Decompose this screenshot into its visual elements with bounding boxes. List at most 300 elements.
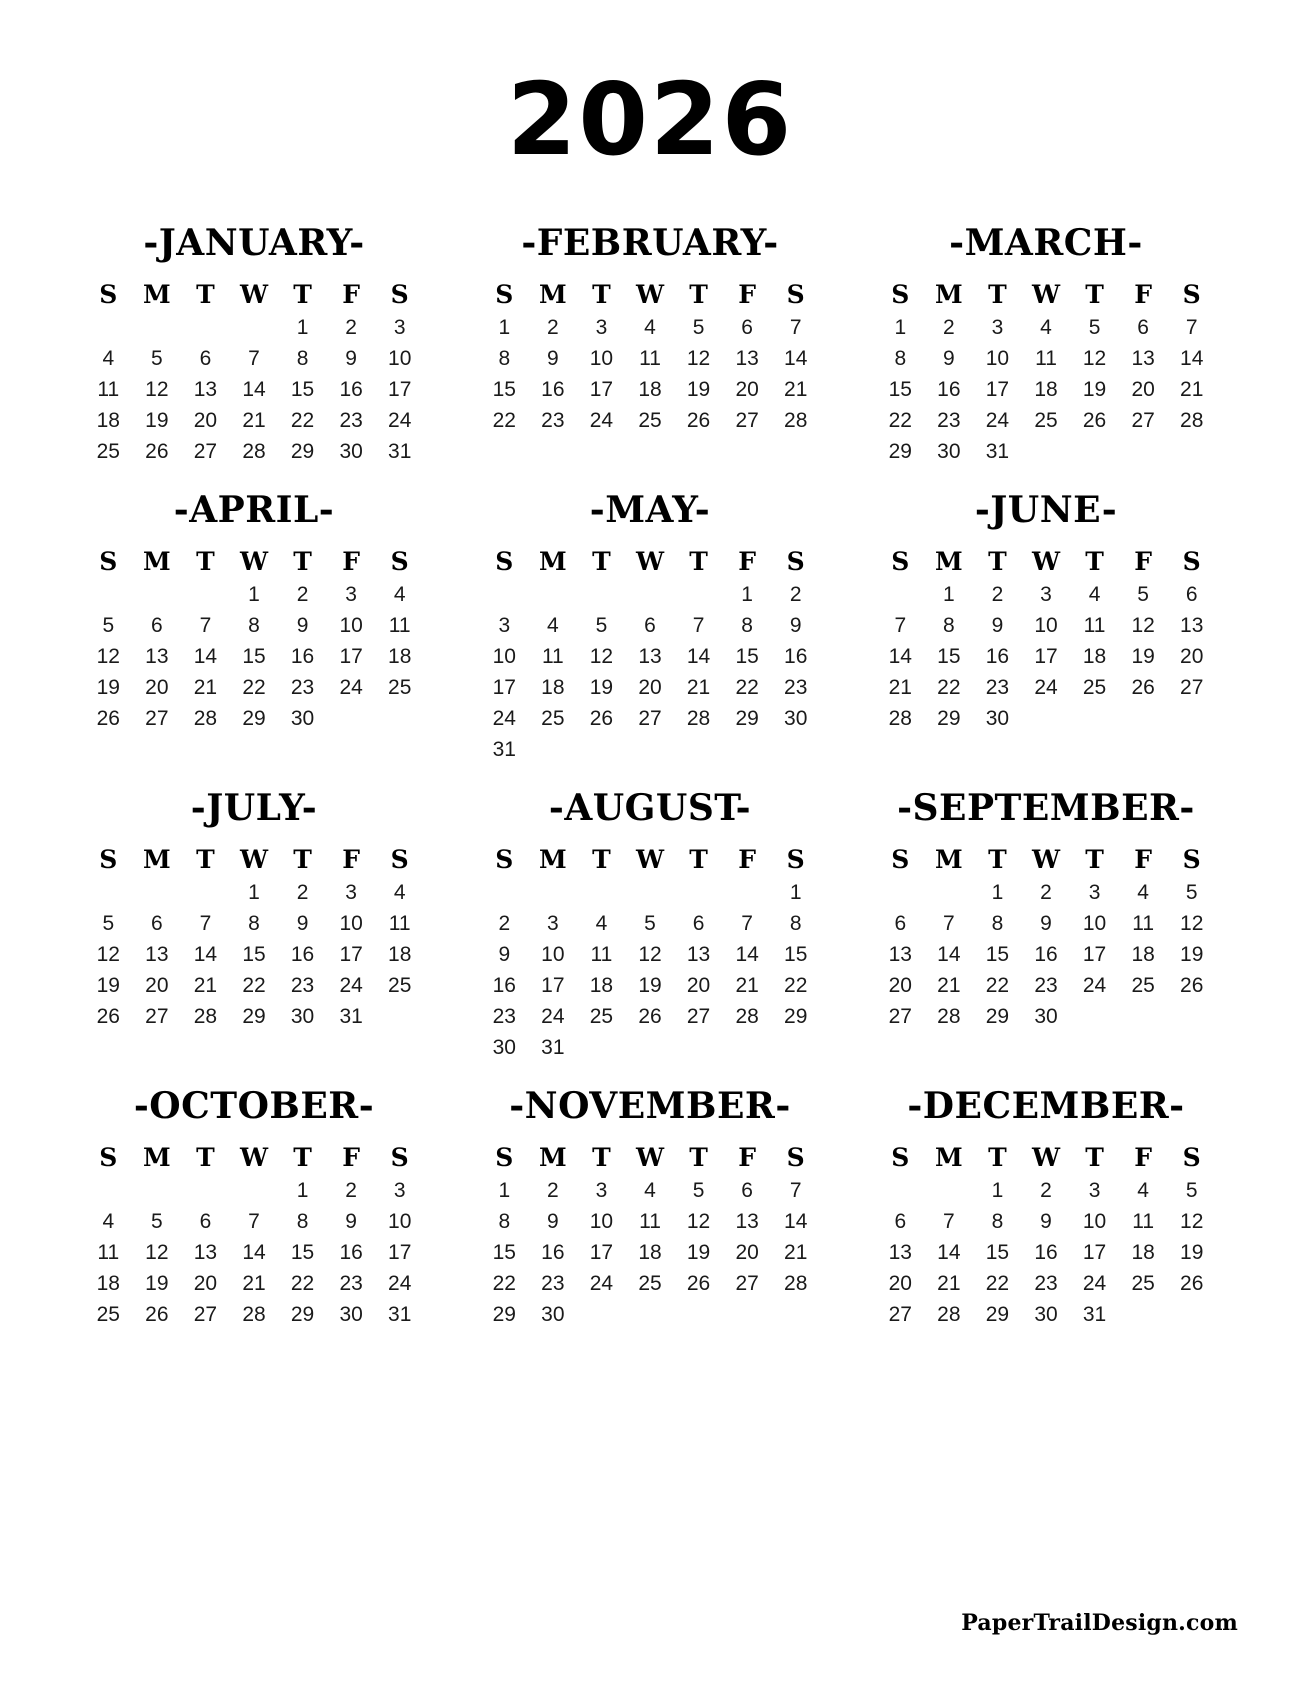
day-cell[interactable]: 18 (589, 974, 614, 997)
day-cell[interactable]: 20 (1180, 645, 1204, 668)
day-cell[interactable]: 25 (638, 1272, 662, 1295)
day-cell[interactable]: 10 (1034, 614, 1058, 637)
day-cell[interactable]: 11 (1035, 347, 1057, 370)
day-cell[interactable]: 11 (541, 645, 564, 668)
day-cell[interactable]: 19 (1082, 378, 1107, 401)
day-cell[interactable]: 30 (784, 707, 808, 730)
day-cell[interactable]: 21 (242, 409, 266, 432)
day-cell[interactable]: 20 (888, 974, 912, 997)
day-cell[interactable]: 26 (638, 1005, 662, 1028)
day-cell[interactable]: 21 (242, 1272, 266, 1295)
day-cell[interactable]: 5 (1185, 881, 1198, 904)
day-cell[interactable]: 19 (686, 1241, 711, 1264)
day-cell[interactable]: 16 (290, 645, 315, 668)
day-cell[interactable]: 17 (388, 1241, 412, 1264)
day-cell[interactable]: 26 (1131, 676, 1155, 699)
day-cell[interactable]: 21 (888, 676, 912, 699)
day-cell[interactable]: 4 (102, 1210, 115, 1233)
day-cell[interactable]: 26 (96, 1005, 120, 1028)
day-cell[interactable]: 14 (937, 943, 961, 966)
day-cell[interactable]: 29 (290, 1303, 315, 1326)
day-cell[interactable]: 15 (492, 1241, 516, 1264)
day-cell[interactable]: 8 (498, 347, 511, 370)
day-cell[interactable]: 5 (102, 912, 115, 935)
day-cell[interactable]: 2 (296, 583, 309, 606)
day-cell[interactable]: 18 (1131, 1241, 1155, 1264)
day-cell[interactable]: 25 (1131, 1272, 1155, 1295)
day-cell[interactable]: 30 (492, 1036, 516, 1059)
day-cell[interactable]: 3 (345, 583, 357, 606)
day-cell[interactable]: 15 (937, 645, 961, 668)
day-cell[interactable]: 2 (1040, 881, 1052, 904)
day-cell[interactable]: 31 (541, 1036, 565, 1059)
day-cell[interactable]: 27 (686, 1005, 711, 1028)
day-cell[interactable]: 15 (492, 378, 516, 401)
day-cell[interactable]: 3 (393, 316, 406, 339)
day-cell[interactable]: 20 (193, 409, 218, 432)
day-cell[interactable]: 25 (96, 1303, 120, 1326)
day-cell[interactable]: 10 (985, 347, 1010, 370)
day-cell[interactable]: 3 (498, 614, 511, 637)
day-cell[interactable]: 20 (193, 1272, 218, 1295)
day-cell[interactable]: 27 (1131, 409, 1155, 432)
day-cell[interactable]: 28 (686, 707, 711, 730)
day-cell[interactable]: 21 (937, 974, 961, 997)
day-cell[interactable]: 24 (985, 409, 1010, 432)
day-cell[interactable]: 7 (248, 1210, 260, 1233)
day-cell[interactable]: 2 (345, 1179, 357, 1202)
day-cell[interactable]: 3 (1088, 1179, 1101, 1202)
day-cell[interactable]: 2 (547, 1179, 559, 1202)
day-cell[interactable]: 22 (492, 409, 516, 432)
day-cell[interactable]: 3 (595, 1179, 608, 1202)
day-cell[interactable]: 23 (339, 1272, 363, 1295)
day-cell[interactable]: 27 (888, 1005, 912, 1028)
day-cell[interactable]: 22 (492, 1272, 516, 1295)
day-cell[interactable]: 15 (888, 378, 912, 401)
day-cell[interactable]: 9 (296, 614, 309, 637)
day-cell[interactable]: 30 (1034, 1005, 1058, 1028)
day-cell[interactable]: 15 (985, 943, 1010, 966)
day-cell[interactable]: 26 (686, 1272, 711, 1295)
day-cell[interactable]: 5 (1088, 316, 1101, 339)
day-cell[interactable]: 24 (388, 409, 412, 432)
day-cell[interactable]: 24 (1082, 1272, 1107, 1295)
day-cell[interactable]: 14 (1180, 347, 1204, 370)
day-cell[interactable]: 7 (894, 614, 907, 637)
day-cell[interactable]: 26 (1082, 409, 1107, 432)
day-cell[interactable]: 25 (388, 974, 412, 997)
day-cell[interactable]: 5 (644, 912, 656, 935)
day-cell[interactable]: 26 (589, 707, 614, 730)
day-cell[interactable]: 13 (686, 943, 711, 966)
day-cell[interactable]: 30 (339, 440, 363, 463)
day-cell[interactable]: 1 (248, 583, 260, 606)
day-cell[interactable]: 2 (991, 583, 1004, 606)
day-cell[interactable]: 7 (943, 912, 955, 935)
day-cell[interactable]: 8 (498, 1210, 511, 1233)
day-cell[interactable]: 23 (339, 409, 363, 432)
day-cell[interactable]: 9 (296, 912, 309, 935)
day-cell[interactable]: 1 (248, 881, 260, 904)
day-cell[interactable]: 11 (388, 912, 411, 935)
day-cell[interactable]: 17 (541, 974, 565, 997)
day-cell[interactable]: 21 (937, 1272, 961, 1295)
day-cell[interactable]: 2 (547, 316, 559, 339)
day-cell[interactable]: 26 (1180, 1272, 1204, 1295)
day-cell[interactable]: 10 (1082, 1210, 1107, 1233)
day-cell[interactable]: 30 (290, 1005, 315, 1028)
day-cell[interactable]: 24 (339, 974, 363, 997)
day-cell[interactable]: 29 (242, 1005, 266, 1028)
day-cell[interactable]: 22 (784, 974, 808, 997)
day-cell[interactable]: 12 (96, 943, 120, 966)
day-cell[interactable]: 28 (242, 440, 266, 463)
day-cell[interactable]: 11 (97, 1241, 120, 1264)
day-cell[interactable]: 22 (242, 676, 266, 699)
day-cell[interactable]: 4 (1137, 881, 1149, 904)
day-cell[interactable]: 31 (388, 1303, 412, 1326)
day-cell[interactable]: 10 (339, 912, 363, 935)
day-cell[interactable]: 16 (541, 378, 565, 401)
day-cell[interactable]: 20 (686, 974, 711, 997)
day-cell[interactable]: 10 (1082, 912, 1107, 935)
day-cell[interactable]: 17 (339, 645, 363, 668)
day-cell[interactable]: 1 (894, 316, 907, 339)
day-cell[interactable]: 6 (1185, 583, 1198, 606)
day-cell[interactable]: 3 (547, 912, 559, 935)
day-cell[interactable]: 10 (589, 347, 614, 370)
day-cell[interactable]: 9 (943, 347, 955, 370)
day-cell[interactable]: 19 (686, 378, 711, 401)
day-cell[interactable]: 25 (1082, 676, 1107, 699)
day-cell[interactable]: 30 (937, 440, 961, 463)
day-cell[interactable]: 27 (638, 707, 662, 730)
day-cell[interactable]: 5 (692, 1179, 705, 1202)
day-cell[interactable]: 17 (1034, 645, 1058, 668)
day-cell[interactable]: 27 (145, 707, 169, 730)
day-cell[interactable]: 17 (492, 676, 516, 699)
day-cell[interactable]: 25 (638, 409, 662, 432)
day-cell[interactable]: 15 (985, 1241, 1010, 1264)
day-cell[interactable]: 21 (784, 378, 808, 401)
day-cell[interactable]: 24 (1034, 676, 1058, 699)
day-cell[interactable]: 12 (96, 645, 120, 668)
day-cell[interactable]: 28 (784, 1272, 808, 1295)
day-cell[interactable]: 11 (1132, 912, 1155, 935)
day-cell[interactable]: 14 (937, 1241, 961, 1264)
day-cell[interactable]: 4 (644, 1179, 656, 1202)
day-cell[interactable]: 6 (199, 347, 212, 370)
day-cell[interactable]: 4 (1137, 1179, 1149, 1202)
day-cell[interactable]: 11 (639, 1210, 661, 1233)
day-cell[interactable]: 1 (943, 583, 955, 606)
day-cell[interactable]: 18 (1034, 378, 1058, 401)
day-cell[interactable]: 8 (741, 614, 753, 637)
day-cell[interactable]: 5 (595, 614, 608, 637)
day-cell[interactable]: 22 (290, 1272, 315, 1295)
day-cell[interactable]: 23 (1034, 1272, 1058, 1295)
day-cell[interactable]: 7 (943, 1210, 955, 1233)
day-cell[interactable]: 27 (888, 1303, 912, 1326)
day-cell[interactable]: 24 (541, 1005, 565, 1028)
day-cell[interactable]: 27 (735, 1272, 759, 1295)
day-cell[interactable]: 26 (145, 1303, 169, 1326)
day-cell[interactable]: 22 (242, 974, 266, 997)
day-cell[interactable]: 20 (638, 676, 662, 699)
day-cell[interactable]: 18 (1131, 943, 1155, 966)
day-cell[interactable]: 7 (199, 912, 212, 935)
day-cell[interactable]: 29 (735, 707, 759, 730)
day-cell[interactable]: 19 (1180, 943, 1204, 966)
day-cell[interactable]: 23 (985, 676, 1010, 699)
day-cell[interactable]: 22 (985, 1272, 1010, 1295)
day-cell[interactable]: 19 (145, 1272, 169, 1295)
day-cell[interactable]: 13 (1131, 347, 1155, 370)
day-cell[interactable]: 7 (741, 912, 753, 935)
day-cell[interactable]: 12 (686, 1210, 711, 1233)
day-cell[interactable]: 2 (943, 316, 955, 339)
day-cell[interactable]: 4 (595, 912, 608, 935)
day-cell[interactable]: 13 (193, 378, 218, 401)
day-cell[interactable]: 25 (589, 1005, 614, 1028)
day-cell[interactable]: 12 (1082, 347, 1107, 370)
day-cell[interactable]: 14 (784, 1210, 808, 1233)
day-cell[interactable]: 6 (644, 614, 656, 637)
day-cell[interactable]: 20 (735, 378, 759, 401)
day-cell[interactable]: 9 (547, 1210, 559, 1233)
day-cell[interactable]: 20 (145, 974, 169, 997)
day-cell[interactable]: 18 (96, 1272, 120, 1295)
day-cell[interactable]: 17 (1082, 1241, 1107, 1264)
day-cell[interactable]: 1 (991, 881, 1004, 904)
day-cell[interactable]: 16 (985, 645, 1010, 668)
day-cell[interactable]: 16 (290, 943, 315, 966)
day-cell[interactable]: 5 (151, 347, 163, 370)
day-cell[interactable]: 10 (589, 1210, 614, 1233)
day-cell[interactable]: 24 (339, 676, 363, 699)
day-cell[interactable]: 31 (388, 440, 412, 463)
day-cell[interactable]: 30 (339, 1303, 363, 1326)
day-cell[interactable]: 14 (193, 645, 218, 668)
day-cell[interactable]: 6 (894, 1210, 907, 1233)
day-cell[interactable]: 3 (991, 316, 1004, 339)
day-cell[interactable]: 9 (1040, 1210, 1052, 1233)
day-cell[interactable]: 19 (96, 676, 120, 699)
day-cell[interactable]: 18 (1082, 645, 1107, 668)
day-cell[interactable]: 13 (888, 1241, 912, 1264)
day-cell[interactable]: 26 (145, 440, 169, 463)
day-cell[interactable]: 21 (193, 676, 218, 699)
day-cell[interactable]: 13 (888, 943, 912, 966)
day-cell[interactable]: 8 (296, 1210, 309, 1233)
day-cell[interactable]: 27 (193, 440, 218, 463)
day-cell[interactable]: 12 (686, 347, 711, 370)
day-cell[interactable]: 13 (735, 1210, 759, 1233)
day-cell[interactable]: 29 (985, 1005, 1010, 1028)
day-cell[interactable]: 7 (1185, 316, 1198, 339)
day-cell[interactable]: 28 (888, 707, 912, 730)
day-cell[interactable]: 28 (937, 1303, 961, 1326)
day-cell[interactable]: 13 (193, 1241, 218, 1264)
day-cell[interactable]: 9 (991, 614, 1004, 637)
day-cell[interactable]: 13 (1180, 614, 1204, 637)
day-cell[interactable]: 18 (638, 378, 662, 401)
day-cell[interactable]: 15 (290, 378, 315, 401)
day-cell[interactable]: 11 (1083, 614, 1106, 637)
day-cell[interactable]: 4 (102, 347, 115, 370)
day-cell[interactable]: 2 (345, 316, 357, 339)
day-cell[interactable]: 19 (96, 974, 120, 997)
day-cell[interactable]: 26 (96, 707, 120, 730)
day-cell[interactable]: 21 (784, 1241, 808, 1264)
day-cell[interactable]: 18 (541, 676, 565, 699)
day-cell[interactable]: 14 (193, 943, 218, 966)
day-cell[interactable]: 7 (248, 347, 260, 370)
day-cell[interactable]: 1 (991, 1179, 1004, 1202)
day-cell[interactable]: 16 (339, 378, 363, 401)
day-cell[interactable]: 15 (784, 943, 808, 966)
day-cell[interactable]: 16 (1034, 943, 1058, 966)
day-cell[interactable]: 9 (1040, 912, 1052, 935)
day-cell[interactable]: 7 (692, 614, 705, 637)
day-cell[interactable]: 7 (789, 1179, 802, 1202)
day-cell[interactable]: 5 (1185, 1179, 1198, 1202)
day-cell[interactable]: 24 (1082, 974, 1107, 997)
day-cell[interactable]: 14 (686, 645, 711, 668)
day-cell[interactable]: 16 (541, 1241, 565, 1264)
day-cell[interactable]: 6 (692, 912, 705, 935)
day-cell[interactable]: 15 (735, 645, 759, 668)
day-cell[interactable]: 8 (789, 912, 802, 935)
day-cell[interactable]: 22 (735, 676, 759, 699)
day-cell[interactable]: 14 (735, 943, 759, 966)
day-cell[interactable]: 23 (541, 409, 565, 432)
day-cell[interactable]: 17 (589, 378, 614, 401)
day-cell[interactable]: 1 (296, 1179, 309, 1202)
day-cell[interactable]: 11 (590, 943, 613, 966)
day-cell[interactable]: 10 (339, 614, 363, 637)
day-cell[interactable]: 12 (1180, 1210, 1204, 1233)
day-cell[interactable]: 23 (937, 409, 961, 432)
day-cell[interactable]: 22 (290, 409, 315, 432)
day-cell[interactable]: 15 (290, 1241, 315, 1264)
day-cell[interactable]: 27 (193, 1303, 218, 1326)
day-cell[interactable]: 27 (145, 1005, 169, 1028)
day-cell[interactable]: 25 (96, 440, 120, 463)
day-cell[interactable]: 8 (248, 912, 260, 935)
day-cell[interactable]: 27 (1180, 676, 1204, 699)
day-cell[interactable]: 5 (151, 1210, 163, 1233)
day-cell[interactable]: 24 (589, 1272, 614, 1295)
day-cell[interactable]: 29 (888, 440, 912, 463)
day-cell[interactable]: 25 (388, 676, 412, 699)
day-cell[interactable]: 30 (985, 707, 1010, 730)
day-cell[interactable]: 4 (1040, 316, 1052, 339)
day-cell[interactable]: 23 (541, 1272, 565, 1295)
day-cell[interactable]: 16 (492, 974, 516, 997)
day-cell[interactable]: 23 (1034, 974, 1058, 997)
day-cell[interactable]: 8 (943, 614, 955, 637)
day-cell[interactable]: 18 (96, 409, 120, 432)
day-cell[interactable]: 1 (498, 316, 511, 339)
day-cell[interactable]: 24 (589, 409, 614, 432)
day-cell[interactable]: 28 (937, 1005, 961, 1028)
day-cell[interactable]: 2 (498, 912, 511, 935)
day-cell[interactable]: 25 (1131, 974, 1155, 997)
day-cell[interactable]: 17 (985, 378, 1010, 401)
day-cell[interactable]: 29 (290, 440, 315, 463)
day-cell[interactable]: 20 (888, 1272, 912, 1295)
day-cell[interactable]: 31 (339, 1005, 363, 1028)
day-cell[interactable]: 13 (638, 645, 662, 668)
day-cell[interactable]: 19 (589, 676, 614, 699)
day-cell[interactable]: 6 (151, 614, 163, 637)
day-cell[interactable]: 18 (638, 1241, 662, 1264)
day-cell[interactable]: 19 (145, 409, 169, 432)
day-cell[interactable]: 20 (1131, 378, 1155, 401)
day-cell[interactable]: 23 (290, 676, 315, 699)
day-cell[interactable]: 17 (339, 943, 363, 966)
day-cell[interactable]: 13 (145, 943, 169, 966)
day-cell[interactable]: 9 (345, 1210, 357, 1233)
day-cell[interactable]: 19 (1131, 645, 1155, 668)
day-cell[interactable]: 21 (193, 974, 218, 997)
day-cell[interactable]: 14 (242, 1241, 266, 1264)
day-cell[interactable]: 29 (985, 1303, 1010, 1326)
day-cell[interactable]: 14 (242, 378, 266, 401)
day-cell[interactable]: 11 (639, 347, 661, 370)
day-cell[interactable]: 3 (393, 1179, 406, 1202)
day-cell[interactable]: 11 (388, 614, 411, 637)
day-cell[interactable]: 6 (1137, 316, 1149, 339)
day-cell[interactable]: 30 (1034, 1303, 1058, 1326)
day-cell[interactable]: 1 (498, 1179, 511, 1202)
day-cell[interactable]: 11 (97, 378, 120, 401)
day-cell[interactable]: 6 (741, 316, 753, 339)
day-cell[interactable]: 21 (686, 676, 711, 699)
day-cell[interactable]: 10 (541, 943, 565, 966)
day-cell[interactable]: 10 (388, 347, 412, 370)
day-cell[interactable]: 22 (888, 409, 912, 432)
day-cell[interactable]: 10 (388, 1210, 412, 1233)
day-cell[interactable]: 12 (589, 645, 614, 668)
day-cell[interactable]: 11 (1132, 1210, 1155, 1233)
day-cell[interactable]: 6 (741, 1179, 753, 1202)
day-cell[interactable]: 3 (595, 316, 608, 339)
day-cell[interactable]: 23 (784, 676, 808, 699)
day-cell[interactable]: 17 (388, 378, 412, 401)
day-cell[interactable]: 9 (345, 347, 357, 370)
day-cell[interactable]: 5 (1137, 583, 1149, 606)
day-cell[interactable]: 2 (1040, 1179, 1052, 1202)
day-cell[interactable]: 16 (339, 1241, 363, 1264)
day-cell[interactable]: 4 (1088, 583, 1101, 606)
day-cell[interactable]: 28 (242, 1303, 266, 1326)
day-cell[interactable]: 15 (242, 645, 266, 668)
day-cell[interactable]: 12 (1180, 912, 1204, 935)
day-cell[interactable]: 14 (888, 645, 912, 668)
day-cell[interactable]: 20 (145, 676, 169, 699)
day-cell[interactable]: 18 (388, 645, 412, 668)
day-cell[interactable]: 12 (1131, 614, 1155, 637)
day-cell[interactable]: 4 (644, 316, 656, 339)
day-cell[interactable]: 8 (991, 1210, 1004, 1233)
day-cell[interactable]: 1 (741, 583, 753, 606)
day-cell[interactable]: 16 (1034, 1241, 1058, 1264)
day-cell[interactable]: 7 (789, 316, 802, 339)
day-cell[interactable]: 4 (393, 881, 406, 904)
